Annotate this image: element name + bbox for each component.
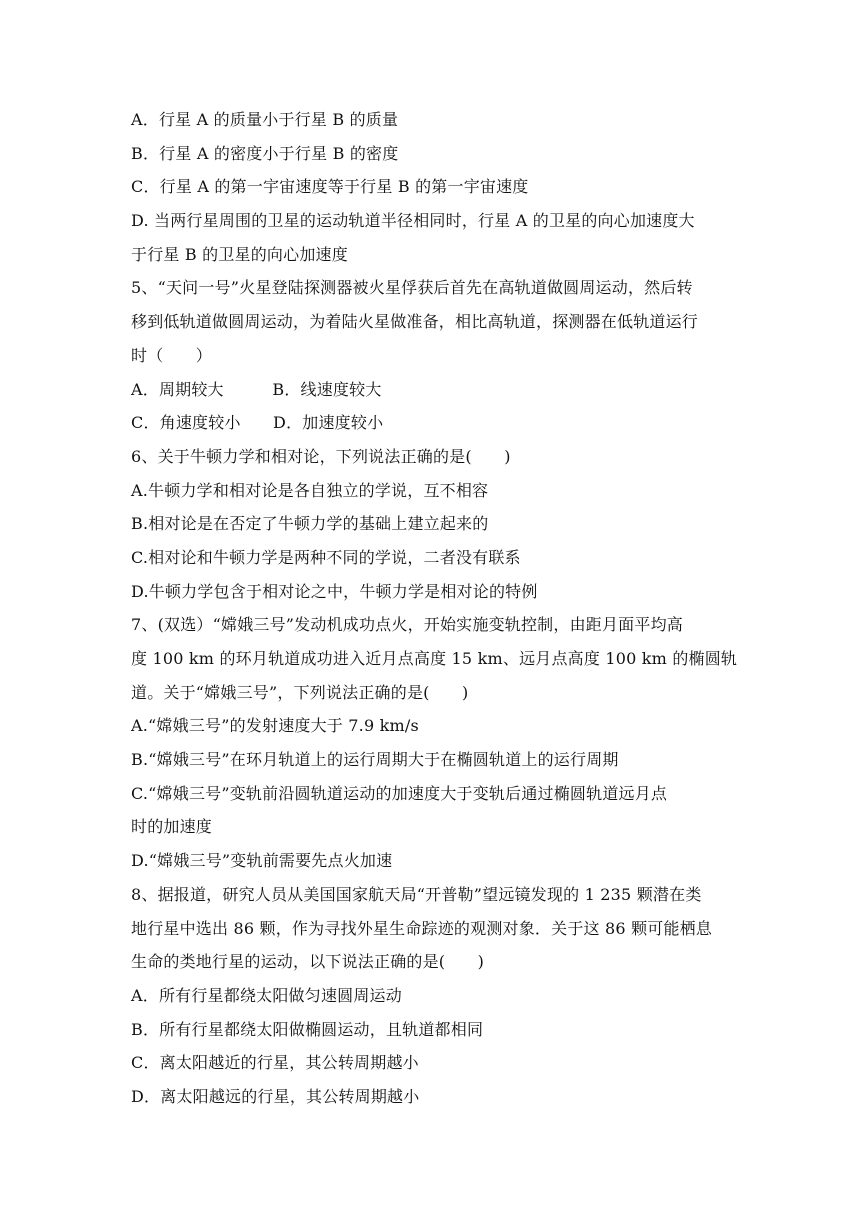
q6-option-d: D.牛顿力学包含于相对论之中，牛顿力学是相对论的特例	[131, 581, 538, 601]
q5-stem-line1: 5、“天问一号”火星登陆探测器被火星俘获后首先在高轨道做圆周运动，然后转	[131, 278, 693, 298]
q4-option-c: C．行星 A 的第一宇宙速度等于行星 B 的第一宇宙速度	[131, 177, 529, 197]
q8-option-d: D．离太阳越远的行星，其公转周期越小	[131, 1086, 420, 1106]
q5-options-row1: A．周期较大 B．线速度较大	[131, 379, 382, 399]
q5-stem-line2: 移到低轨道做圆周运动，为着陆火星做准备，相比高轨道，探测器在低轨道运行	[131, 312, 699, 332]
q8-stem-line3: 生命的类地行星的运动，以下说法正确的是( )	[131, 952, 485, 972]
q4-option-b: B．行星 A 的密度小于行星 B 的密度	[131, 143, 399, 163]
q8-option-b: B．所有行星都绕太阳做椭圆运动，且轨道都相同	[131, 1019, 484, 1039]
q6-option-c: C.相对论和牛顿力学是两种不同的学说，二者没有联系	[131, 547, 521, 567]
q7-option-c-line2: 时的加速度	[131, 817, 213, 837]
q7-stem-line2: 度 100 km 的环月轨道成功进入近月点高度 15 km、远月点高度 100 km 的椭圆轨	[131, 649, 738, 668]
q6-stem: 6、关于牛顿力学和相对论，下列说法正确的是( )	[131, 446, 511, 466]
q5-stem-line3: 时（ ）	[131, 345, 213, 365]
q6-option-a: A.牛顿力学和相对论是各自独立的学说，互不相容	[131, 480, 489, 500]
q8-option-c: C．离太阳越近的行星，其公转周期越小	[131, 1053, 419, 1073]
q4-option-a: A．行星 A 的质量小于行星 B 的质量	[131, 110, 399, 129]
q8-stem-line2: 地行星中选出 86 颗，作为寻找外星生命踪迹的观测对象．关于这 86 颗可能栖息	[131, 918, 713, 938]
q7-stem-line3: 道。关于“嫦娥三号”，下列说法正确的是( )	[131, 682, 469, 702]
q8-stem-line1: 8、据报道，研究人员从美国国家航天局“开普勒”望远镜发现的 1 235 颗潜在类	[131, 884, 702, 904]
q5-options-row2: C．角速度较小 D．加速度较小	[131, 413, 384, 433]
q7-option-d: D.“嫦娥三号”变轨前需要先点火加速	[131, 851, 393, 871]
q6-option-b: B.相对论是在否定了牛顿力学的基础上建立起来的	[131, 514, 489, 534]
q8-option-a: A．所有行星都绕太阳做匀速圆周运动	[131, 985, 402, 1005]
q7-stem-line1: 7、(双选）“嫦娥三号”发动机成功点火，开始实施变轨控制，由距月面平均高	[131, 615, 683, 635]
q7-option-b: B.“嫦娥三号”在环月轨道上的运行周期大于在椭圆轨道上的运行周期	[131, 750, 619, 770]
q4-option-d-line2: 于行星 B 的卫星的向心加速度	[131, 244, 348, 264]
q7-option-a: A.“嫦娥三号”的发射速度大于 7.9 km/s	[131, 716, 419, 736]
q4-option-d-line1: D. 当两行星周围的卫星的运动轨道半径相同时，行星 A 的卫星的向心加速度大	[131, 211, 695, 231]
q7-option-c-line1: C.“嫦娥三号”变轨前沿圆轨道运动的加速度大于变轨后通过椭圆轨道远月点	[131, 783, 668, 803]
question-content	[131, 103, 736, 1114]
